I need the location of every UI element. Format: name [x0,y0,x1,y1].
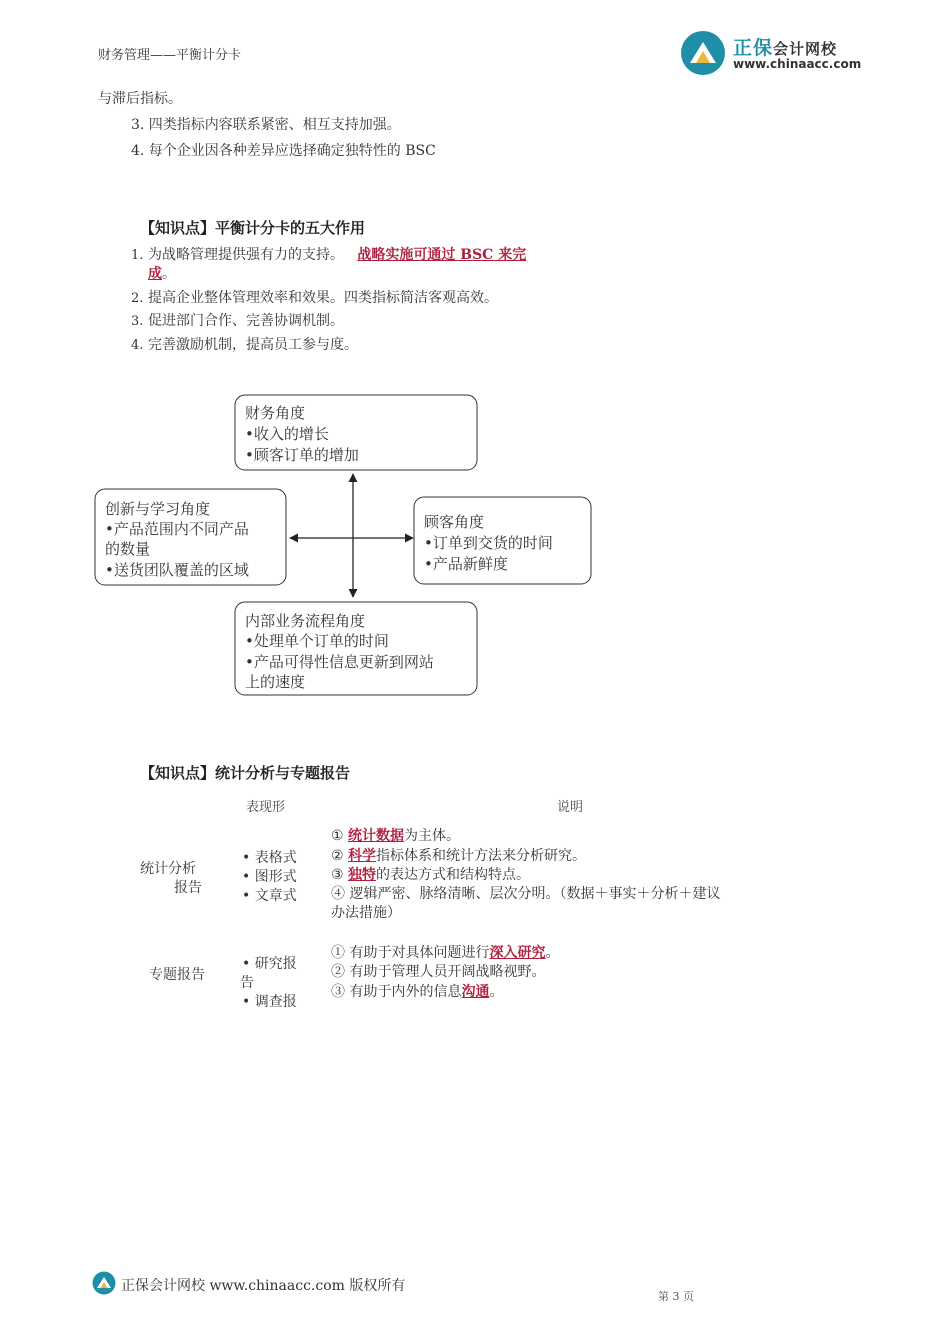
learning-title: 创新与学习角度 [105,500,211,518]
finance-title: 财务角度 [245,404,306,422]
stat-desc-3: ③ 独特的表达方式和结构特点。 [331,867,531,883]
internal-line-2: •产品可得性信息更新到网站 [245,653,434,671]
internal-title: 内部业务流程角度 [245,612,366,630]
internal-line-1: •处理单个订单的时间 [245,632,389,650]
form-item-continuation: 告 [240,975,254,991]
customer-title: 顾客角度 [424,513,485,531]
learning-box [95,489,286,585]
form-item: • 研究报 [242,956,297,972]
customer-box [414,497,591,584]
finance-box [235,395,477,470]
footer-copyright: 正保会计网校 www.chinaacc.com 版权所有 [121,1278,406,1294]
form-item: • 表格式 [242,850,297,866]
highlight-text: 战略实施可通过 BSC 来完 [357,247,527,263]
list-item: 2. 提高企业整体管理效率和效果。四类指标简洁客观高效。 [131,290,498,306]
list-item-continuation: 成。 [148,266,176,282]
special-desc-3: ③ 有助于内外的信息沟通。 [331,984,504,1000]
list-item: 3. 促进部门合作、完善协调机制。 [131,313,344,329]
form-item: • 文章式 [242,888,297,904]
bsc-diagram [90,390,600,702]
chinaacc-logo-icon [680,30,726,76]
finance-line-2: •顾客订单的增加 [245,446,359,464]
intro-line-3: 4. 每个企业因各种差异应选择确定独特性的 BSC [131,143,436,159]
table-header-form: 表现形 [246,800,286,815]
intro-line-2: 3. 四类指标内容联系紧密、相互支持加强。 [131,117,401,133]
stat-report-name-2: 报告 [174,880,202,896]
list-item: 4. 完善激励机制，提高员工参与度。 [131,337,358,353]
cut-header-text: 财务管理——平衡计分卡 [98,48,242,63]
stat-desc-4: ④ 逻辑严密、脉络清晰、层次分明。（数据＋事实＋分析＋建议 [331,886,721,902]
stat-desc-1: ① 统计数据为主体。 [331,828,461,844]
section1-heading: 【知识点】平衡计分卡的五大作用 [140,219,366,237]
page-number: 第 3 页 [658,1290,694,1303]
special-report-name: 专题报告 [149,967,205,983]
stat-desc-4b: 办法措施） [331,905,401,921]
learning-line-3: •送货团队覆盖的区域 [105,561,249,579]
logo-name: 正保会计网校 [733,37,838,59]
form-item-cut: • 调查报 [242,994,297,1010]
table-header-desc: 说明 [557,800,584,815]
intro-line-1: 与滞后指标。 [98,91,182,107]
footer-logo-icon [92,1271,116,1295]
learning-line-1: •产品范围内不同产品 [105,520,249,538]
form-item: • 图形式 [242,869,297,885]
special-desc-2: ② 有助于管理人员开阔战略视野。 [331,964,546,980]
internal-box [235,602,477,695]
special-desc-1: ① 有助于对具体问题进行深入研究。 [331,945,560,961]
customer-line-2: •产品新鲜度 [424,555,508,573]
customer-line-1: •订单到交货的时间 [424,534,553,552]
finance-line-1: •收入的增长 [245,425,329,443]
internal-line-3: 上的速度 [245,673,306,691]
list-item: 1. 为战略管理提供强有力的支持。 战略实施可通过 BSC 来完 [131,247,527,263]
stat-report-name: 统计分析 [140,861,196,877]
learning-line-2: 的数量 [105,540,151,558]
stat-desc-2: ② 科学指标体系和统计方法来分析研究。 [331,848,587,864]
logo-url: www.chinaacc.com [733,57,862,71]
section2-heading: 【知识点】统计分析与专题报告 [140,764,351,782]
